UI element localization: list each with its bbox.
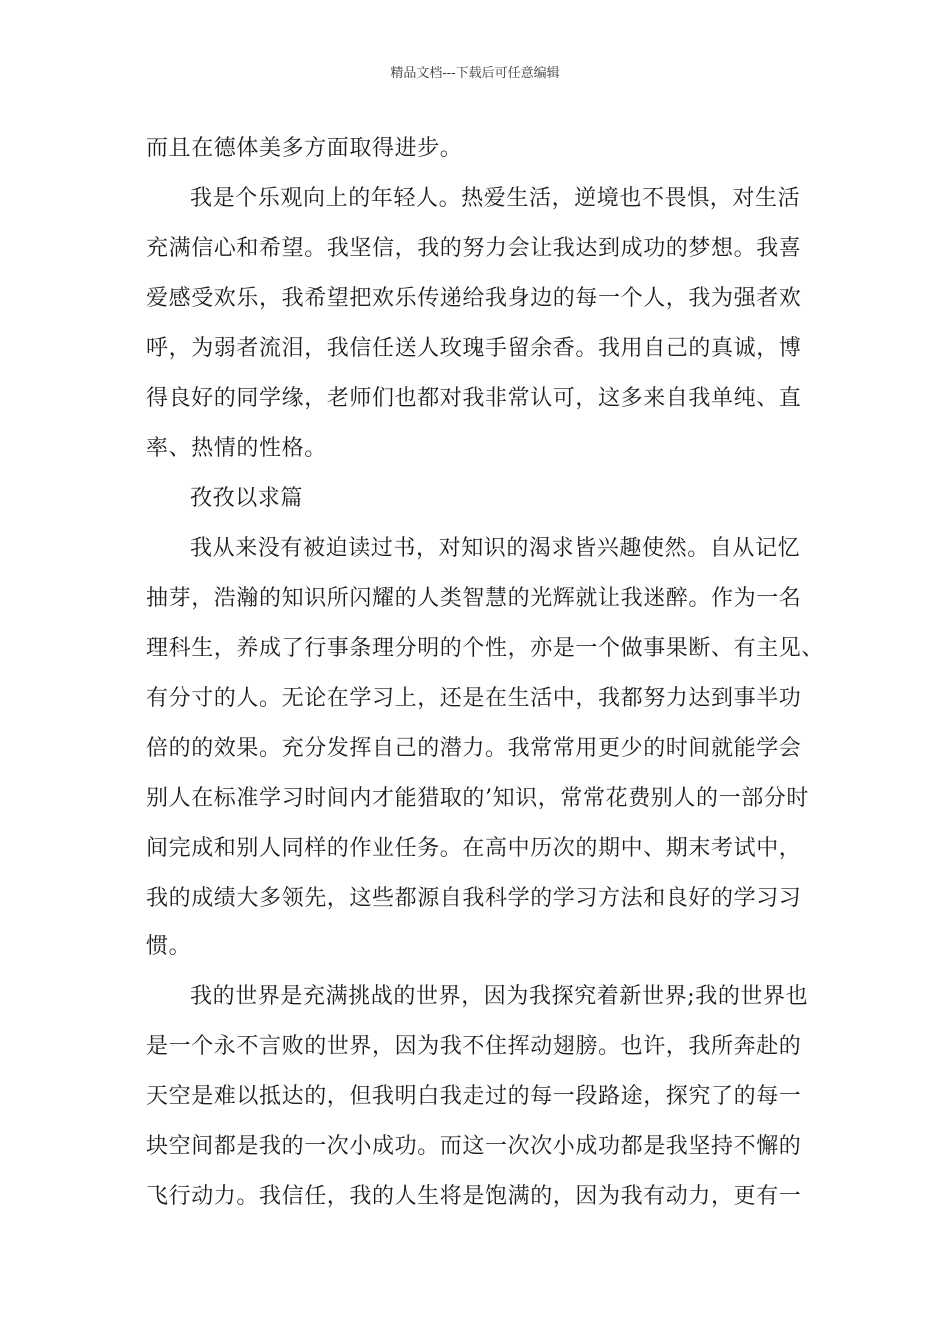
text-line: 得良好的同学缘，老师们也都对我非常认可，这多来自我单纯、直 <box>146 386 802 411</box>
text-line: 惯。 <box>146 934 192 959</box>
text-line: 理科生，养成了行事条理分明的个性，亦是一个做事果断、有主见、 <box>146 636 825 661</box>
text-line: 率、热情的性格。 <box>146 436 327 461</box>
text-line: 间完成和别人同样的作业任务。在高中历次的期中、期末考试中， <box>146 836 802 861</box>
text-line: 我从来没有被迫读过书，对知识的渴求皆兴趣使然。自从记忆 <box>190 536 801 561</box>
text-line: 我的成绩大多领先，这些都源自我科学的学习方法和良好的学习习 <box>146 886 802 911</box>
section-heading: 孜孜以求篇 <box>190 486 304 511</box>
text-line: 爱感受欢乐，我希望把欢乐传递给我身边的每一个人，我为强者欢 <box>146 286 802 311</box>
page-header: 精品文档---下载后可任意编辑 <box>390 66 560 81</box>
text-line: 是一个永不言败的世界，因为我不住挥动翅膀。也许，我所奔赴的 <box>146 1034 802 1059</box>
text-line: 而且在德体美多方面取得进步。 <box>146 136 463 161</box>
text-line: 我是个乐观向上的年轻人。热爱生活，逆境也不畏惧，对生活 <box>190 186 801 211</box>
text-line: 有分寸的人。无论在学习上，还是在生活中，我都努力达到事半功 <box>146 686 802 711</box>
text-line: 我的世界是充满挑战的世界，因为我探究着新世界;我的世界也 <box>190 984 809 1009</box>
text-line: 块空间都是我的一次小成功。而这一次次小成功都是我坚持不懈的 <box>146 1134 802 1159</box>
text-line: 充满信心和希望。我坚信，我的努力会让我达到成功的梦想。我喜 <box>146 236 802 261</box>
text-line: 天空是难以抵达的，但我明白我走过的每一段路途，探究了的每一 <box>146 1084 802 1109</box>
text-line: 抽芽，浩瀚的知识所闪耀的人类智慧的光辉就让我迷醉。作为一名 <box>146 586 802 611</box>
text-line: 飞行动力。我信任，我的人生将是饱满的，因为我有动力，更有一 <box>146 1184 802 1209</box>
text-line: 别人在标准学习时间内才能猎取的’知识，常常花费别人的一部分时 <box>146 786 809 811</box>
text-line: 呼，为弱者流泪，我信任送人玫瑰手留余香。我用自己的真诚，博 <box>146 336 802 361</box>
text-line: 倍的的效果。充分发挥自己的潜力。我常常用更少的时间就能学会 <box>146 736 802 761</box>
